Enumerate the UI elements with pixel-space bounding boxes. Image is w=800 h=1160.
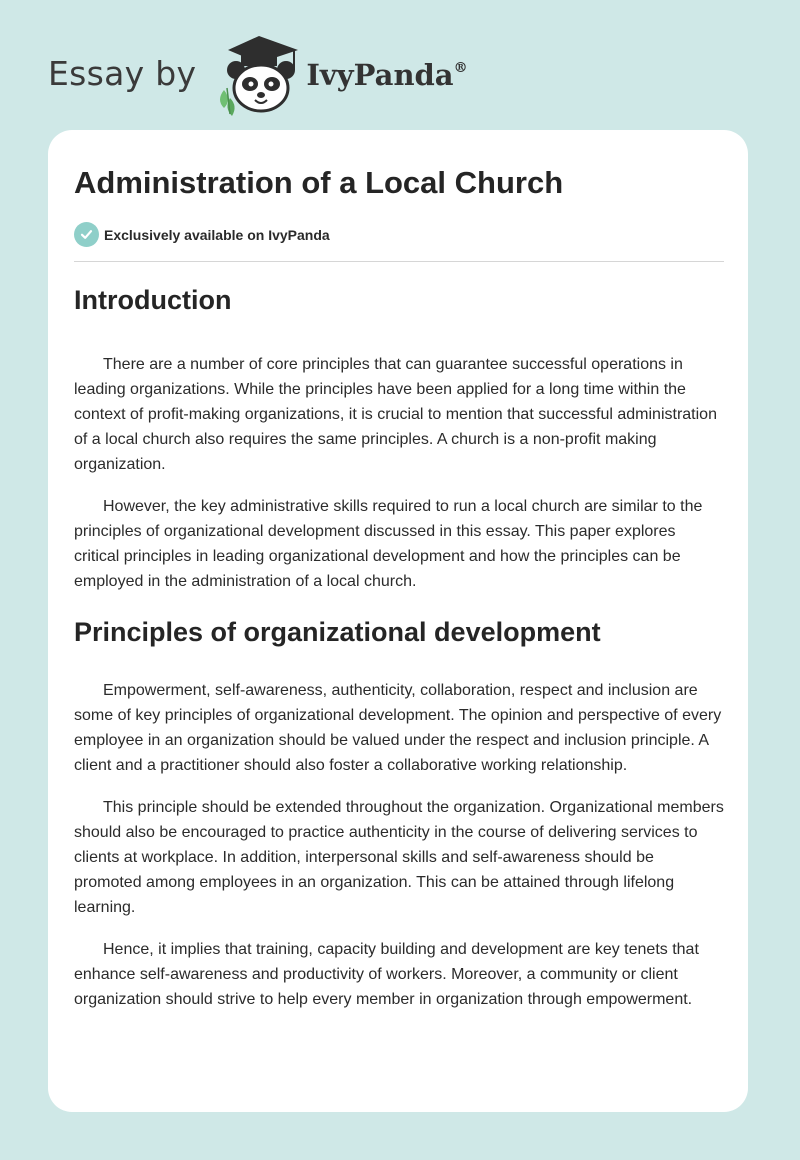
paragraph: There are a number of core principles that can guarantee successful operations in leading organizations. While the principles have been applied for a long time within the context of profit-making organizations, it is crucial to mention that successful administration of a local church also requires the same principles. A church is a non-profit making organization. [74,356,717,473]
essay-body [74,282,724,1012]
exclusive-badge [74,222,330,247]
section-heading-introduction: Introduction [74,285,232,315]
site-header [48,30,468,116]
brand-name[interactable]: IvyPanda® [306,58,468,92]
section-heading-principles: Principles of organizational development [74,617,601,647]
paragraph: Hence, it implies that training, capacity building and development are key tenets that enhance self-awareness and productivity of workers. Moreover, a community or client organization should strive to help every member in organization through empowerment. [74,941,699,1008]
divider [74,261,724,262]
registered-mark: ® [453,60,468,77]
paragraph: Empowerment, self-awareness, authenticity, collaboration, respect and inclusion are some of key principles of organizational development. The opinion and perspective of every employee in an organization should be valued under the respect and inclusion principle. A client and a practitioner should also foster a collaborative working relationship. [74,682,722,774]
essay-title: Administration of a Local Church [74,165,564,200]
paragraph: This principle should be extended throughout the organization. Organizational members should also be encouraged to practice authenticity in the course of delivering services to clients at workplace. In addition, interpersonal skills and self-awareness should be promoted among employees in an organization. This can be attained through lifelong learning. [74,799,724,916]
paragraph: However, the key administrative skills required to run a local church are similar to the principles of organizational development discussed in this essay. This paper explores critical principles in leading organizational development and how the principles can be employed in the administration of a local church. [74,498,703,590]
check-icon [74,222,99,247]
essay-by-label: Essay by [48,53,197,93]
exclusive-badge-label: Exclusively available on IvyPanda [104,226,330,243]
essay-card [48,130,748,1112]
panda-graduate-icon [214,30,304,116]
